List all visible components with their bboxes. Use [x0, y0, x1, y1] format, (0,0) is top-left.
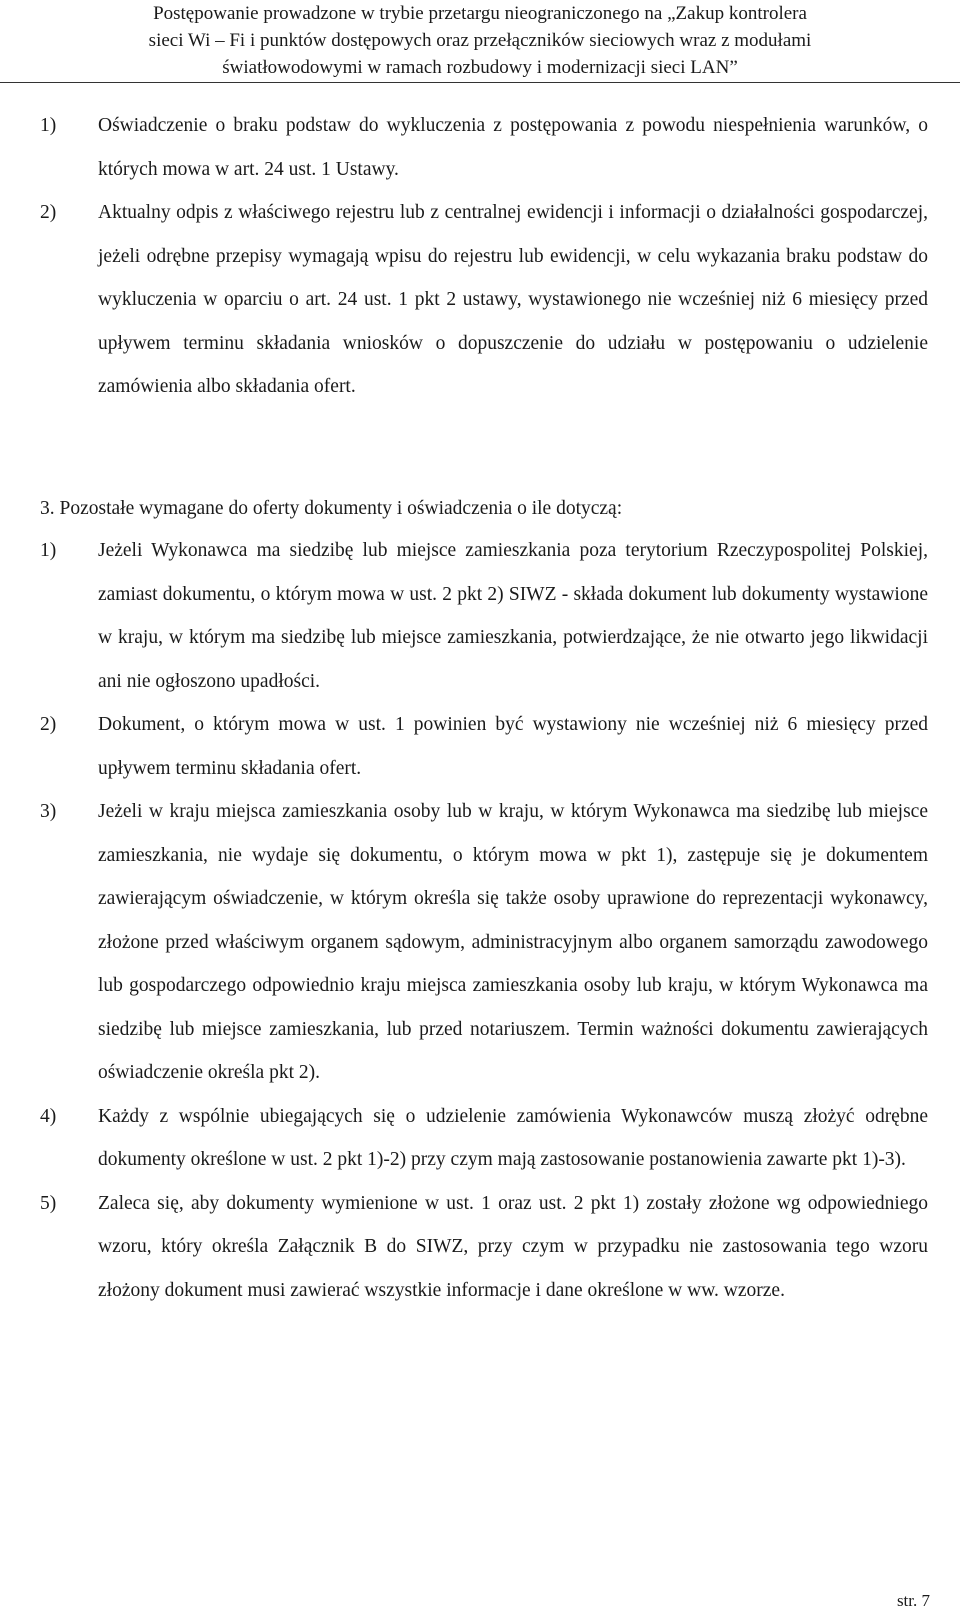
- list-item-text: Zaleca się, aby dokumenty wymienione w ust. 1 oraz ust. 2 pkt 1) zostały złożone wg odpowiedniego wzoru, który określa Załącznik B do SIWZ, przy czym w przypadku nie zastosowania tego wzoru złożony dokument musi zawierać wszystkie informacje i dane określone w ww. wzorze.: [98, 1192, 928, 1301]
- header-line-3: światłowodowymi w ramach rozbudowy i modernizacji sieci LAN”: [222, 57, 738, 78]
- list-item-text: Każdy z wspólnie ubiegających się o udzielenie zamówienia Wykonawców muszą złożyć odrębne dokumenty określone w ust. 2 pkt 1)-2) przy czym mają zastosowanie postanowienia zawarte pkt 1)-3).: [98, 1105, 928, 1170]
- list-item: [40, 790, 928, 1095]
- list-item-text: Dokument, o którym mowa w ust. 1 powinien być wystawiony nie wcześniej niż 6 miesięcy przed upływem terminu składania ofert.: [98, 714, 928, 779]
- list-item: [40, 529, 928, 703]
- list-item-text: Oświadczenie o braku podstaw do wykluczenia z postępowania z powodu niespełnienia warunków, o których mowa w art. 24 ust. 1 Ustawy.: [98, 115, 928, 180]
- header-line-2: sieci Wi – Fi i punktów dostępowych oraz przełączników sieciowych wraz z modułami: [148, 30, 812, 51]
- list-item-number: 5): [40, 1192, 57, 1214]
- section-number: 3.: [40, 498, 55, 519]
- list-item: [40, 104, 928, 191]
- list-item-number: 3): [40, 801, 57, 822]
- list-item-number: 1): [40, 540, 57, 561]
- list-item-text: Aktualny odpis z właściwego rejestru lub z centralnej ewidencji i informacji o działalności gospodarczej, jeżeli odrębne przepisy wymagają wpisu do rejestru lub ewidencji, w celu wykazania braku podstaw do wykluczenia w oparciu o art. 24 ust. 1 pkt 2 ustawy, wystawionego nie wcześniej niż 6 miesięcy przed upływem terminu składania wniosków o dopuszczenie do udziału w postępowaniu o udzielenie zamówienia albo składania ofert.: [98, 202, 928, 397]
- list-item-text: Jeżeli Wykonawca ma siedzibę lub miejsce zamieszkania poza terytorium Rzeczypospolitej Polskiej, zamiast dokumentu, o którym mowa w ust. 2 pkt 2) SIWZ - składa dokument lub dokumenty wystawione w kraju, w którym ma siedzibę lub miejsce zamieszkania, potwierdzające, że nie otwarto jego likwidacji ani nie ogłoszono upadłości.: [98, 540, 928, 692]
- list-item: [40, 1095, 928, 1182]
- list-item: [40, 703, 928, 790]
- header-line-1: Postępowanie prowadzone w trybie przetargu nieograniczonego na „Zakup kontrolera: [153, 3, 807, 24]
- list-item-number: 4): [40, 1105, 57, 1127]
- list-item-text: Jeżeli w kraju miejsca zamieszkania osoby lub w kraju, w którym Wykonawca ma siedzibę lub miejsce zamieszkania, nie wydaje się dokumentu, o którym mowa w pkt 1), zastępuje się je dokumentem zawierającym oświadczenie, w którym określa się także osoby uprawione do reprezentacji wykonawcy, złożone przed właściwym organem sądowym, administracyjnym albo organem samorządu zawodowego lub gospodarczego odpowiednio kraju miejsca zamieszkania osoby lub kraju, w którym Wykonawca ma siedzibę lub miejsce zamieszkania, lub przed notariuszem. Termin ważności dokumentu zawierających oświadczenie określa pkt 2).: [98, 801, 928, 1083]
- list-item-number: 1): [40, 115, 57, 136]
- section-heading: [40, 487, 928, 531]
- page-header: [0, 0, 960, 83]
- document-list-b: [40, 529, 928, 1312]
- section-title: Pozostałe wymagane do oferty dokumenty i oświadczenia o ile dotyczą:: [59, 498, 623, 519]
- list-item: [40, 191, 928, 409]
- list-item-number: 2): [40, 714, 57, 735]
- document-list-a: [40, 104, 928, 409]
- list-item-number: 2): [40, 202, 57, 223]
- page-number: str. 7: [896, 1591, 930, 1610]
- list-item: [40, 1182, 928, 1313]
